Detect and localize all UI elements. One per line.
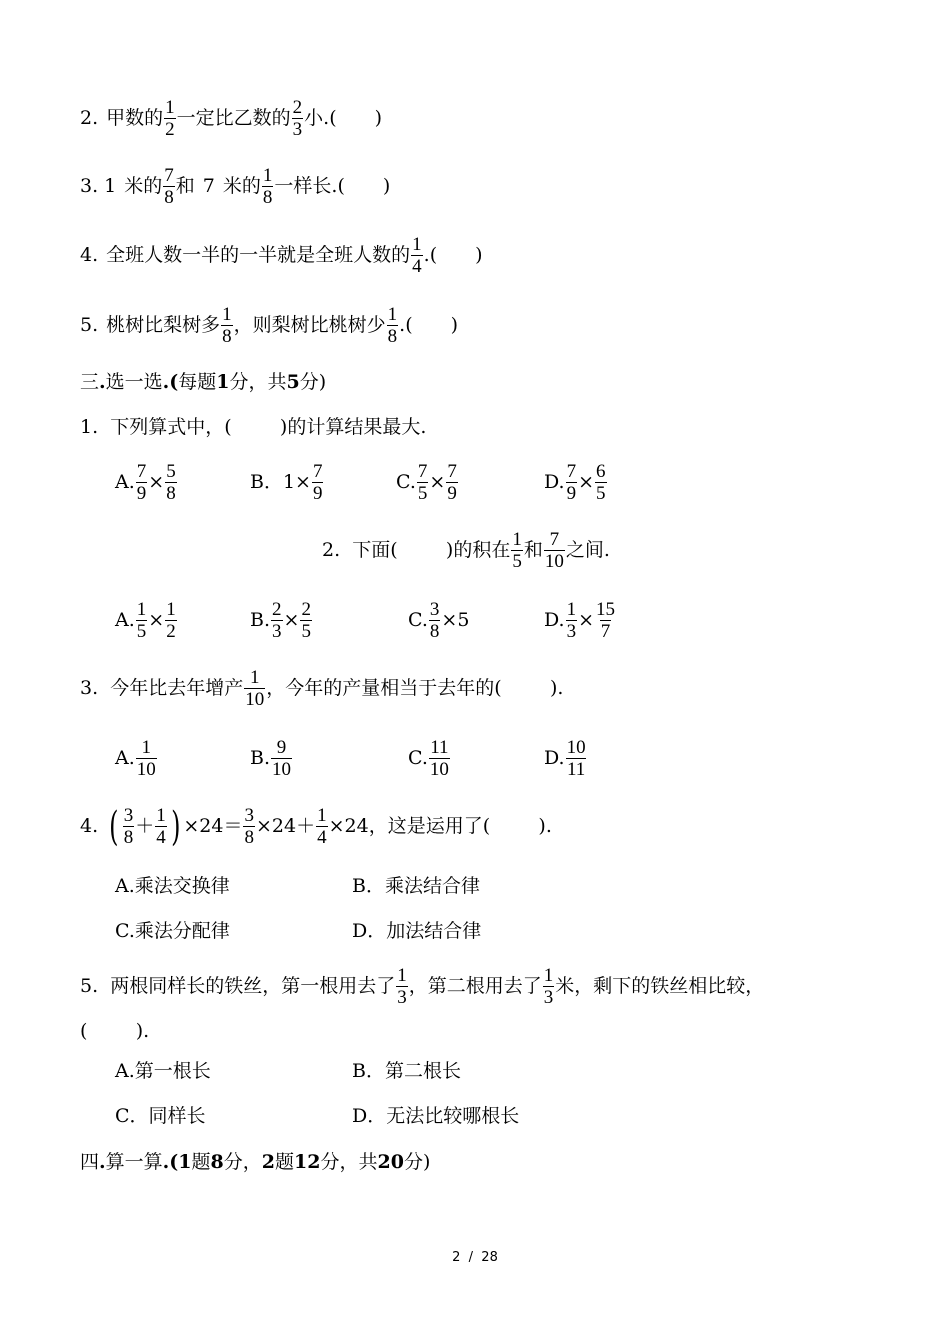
fraction: 1 8	[387, 304, 398, 347]
mc4-option-a[interactable]: A.乘法交换律	[115, 875, 230, 897]
fraction: 1 8	[222, 304, 232, 347]
mc1-option-a[interactable]: A. $\frac{7}{9}$ × $\frac{5}{8}$	[115, 461, 176, 504]
mc5-option-c[interactable]: C．同样长	[115, 1105, 206, 1127]
mc2-option-c[interactable]: C. $\frac{3}{8}$ ×5	[408, 599, 470, 642]
mc-question-5-line2: ( ).	[80, 1020, 150, 1042]
mc1-option-d[interactable]: D. $\frac{7}{9}$ × $\frac{6}{5}$	[544, 461, 606, 504]
fraction: 2 3	[292, 97, 303, 140]
tf-question-4: 4. 全班人数一半的一半就是全班人数的 1 4 .( )	[80, 234, 483, 277]
fraction: 1 4	[412, 234, 422, 277]
tf-question-3: 3. 1 米的 7 8 和 7 米的 1 8 一样长.( )	[80, 165, 391, 208]
mc-question-4: 4. ( 3 8 ＋ 1 4 ) ×24＝ $\frac{3}{8}$ ×24＋ $\frac{1}{4}$ ×24，这是运用了( ).	[80, 803, 552, 850]
mc4-option-b[interactable]: B．乘法结合律	[352, 875, 480, 897]
mc2-option-b[interactable]: B. $\frac{2}{3}$ × $\frac{2}{5}$	[250, 599, 311, 642]
section-heading-3: 三 . 选一选 .( 每题 1 分，共 5 分)	[80, 371, 327, 393]
mc3-option-c[interactable]: C. 11 10	[408, 737, 449, 780]
mc5-option-a[interactable]: A.第一根长	[115, 1060, 211, 1082]
fraction: 1 8	[262, 165, 273, 208]
mc-question-3: 3. 今年比去年增产 1 10 ，今年的产量相当于去年的( ).	[80, 667, 564, 710]
section-heading-4: 四 . 算一算 .( 1 题 8 分， 2 题 12 分，共 20 分)	[80, 1151, 431, 1173]
mc-question-2: 2. 下面( )的积在 1 5 和 7 10 之间.	[322, 529, 610, 572]
q-number: 3. 1	[80, 175, 117, 197]
mc-question-1: 1. 下列算式中，( )的计算结果最大.	[80, 416, 427, 438]
mc3-option-a[interactable]: A. 1 10	[115, 737, 156, 780]
mc3-option-d[interactable]: D. 10 11	[544, 737, 586, 780]
page-number: 2 / 28	[452, 1250, 498, 1265]
tf-question-2: 2. 甲数的 1 2 一定比乙数的 2 3 小.( )	[80, 97, 383, 140]
q-number: 4.	[80, 244, 99, 266]
fraction: 1 2	[165, 97, 175, 140]
mc1-option-c[interactable]: C. $\frac{7}{5}$ × $\frac{7}{9}$	[396, 461, 457, 504]
tf-question-5: 5. 桃树比梨树多 1 8 ，则梨树比桃树少 1 8 .( )	[80, 304, 459, 347]
mc5-option-b[interactable]: B．第二根长	[352, 1060, 461, 1082]
mc1-option-b[interactable]: B．1× $\frac{7}{9}$	[250, 461, 323, 504]
mc3-option-b[interactable]: B. 9 10	[250, 737, 292, 780]
mc2-option-a[interactable]: A. $\frac{1}{5}$ × $\frac{1}{2}$	[115, 599, 176, 642]
mc4-option-c[interactable]: C.乘法分配律	[115, 920, 230, 942]
fraction: 7 8	[164, 165, 174, 208]
mc4-option-d[interactable]: D．加法结合律	[352, 920, 482, 942]
q-number: 2.	[80, 107, 99, 129]
mc-question-5: 5. 两根同样长的铁丝，第一根用去了 1 3 ，第二根用去了 1 3 米，剩下的铁丝相比较，	[80, 965, 765, 1008]
q-number: 5.	[80, 314, 99, 336]
mc2-option-d[interactable]: D. $\frac{1}{3}$ × $\frac{15}{7}$	[544, 599, 616, 642]
mc5-option-d[interactable]: D．无法比较哪根长	[352, 1105, 520, 1127]
